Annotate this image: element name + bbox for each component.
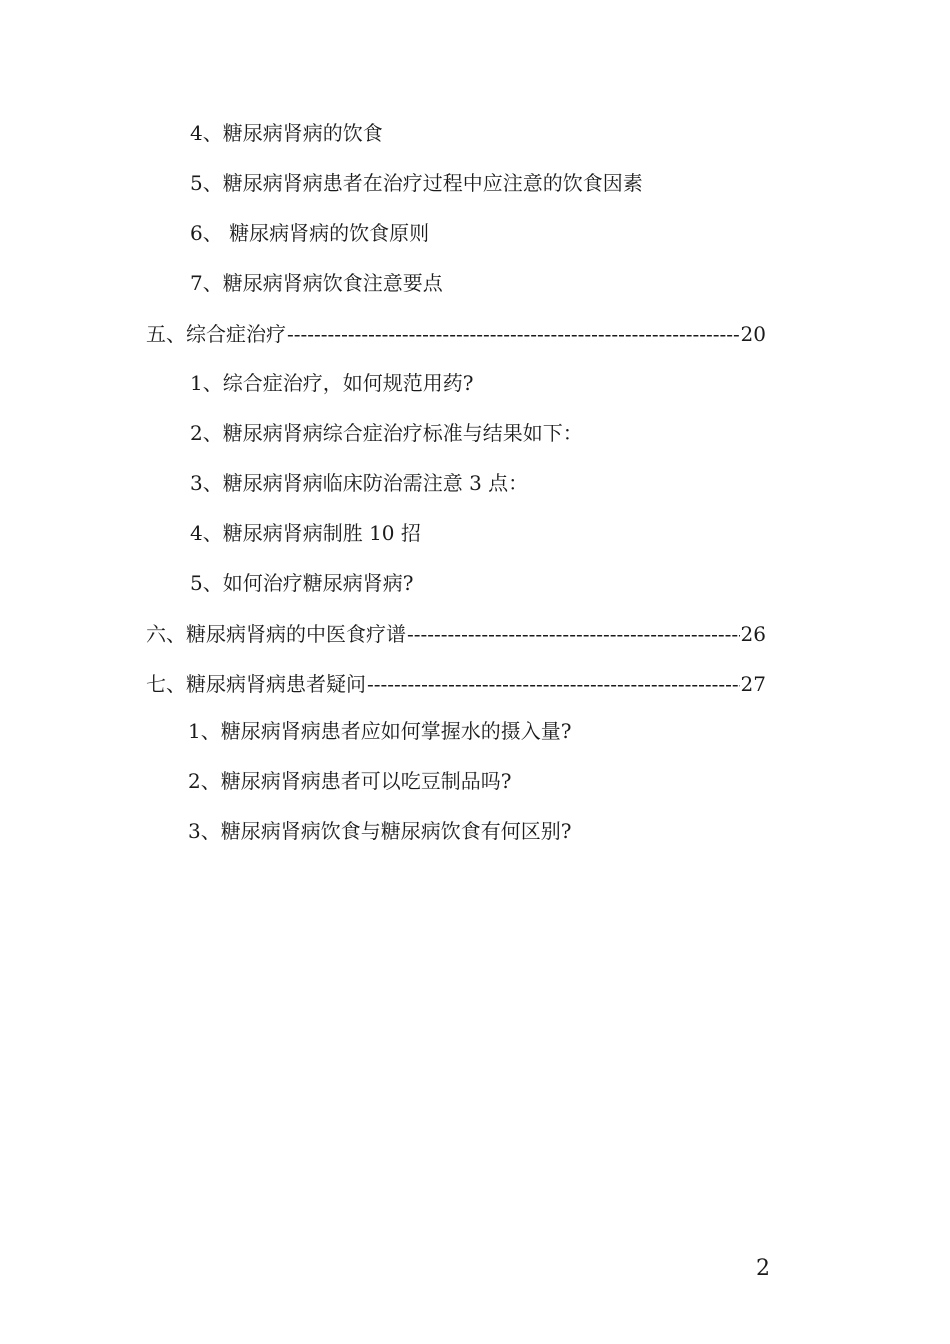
toc-section-title: 五、综合症治疗 xyxy=(146,322,286,346)
toc-section-7 xyxy=(146,672,766,696)
toc-section-5 xyxy=(146,322,766,346)
toc-entry: 1、综合症治疗，如何规范用药? xyxy=(190,371,474,395)
toc-entry: 3、糖尿病肾病临床防治需注意 3 点： xyxy=(190,471,529,495)
toc-section-6 xyxy=(146,622,766,646)
toc-entry: 7、糖尿病肾病饮食注意要点 xyxy=(190,271,443,295)
toc-section-title: 七、糖尿病肾病患者疑问 xyxy=(146,672,366,696)
toc-entry: 4、糖尿病肾病制胜 10 招 xyxy=(190,521,421,545)
toc-dot-leader xyxy=(287,322,740,346)
toc-dot-leader xyxy=(367,672,740,696)
toc-section-page: 20 xyxy=(740,322,766,346)
toc-entry: 5、糖尿病肾病患者在治疗过程中应注意的饮食因素 xyxy=(190,171,643,195)
toc-entry: 6、 糖尿病肾病的饮食原则 xyxy=(190,221,430,245)
page-number: 2 xyxy=(756,1256,770,1281)
toc-entry: 1、糖尿病肾病患者应如何掌握水的摄入量? xyxy=(188,719,572,743)
toc-section-page: 27 xyxy=(740,672,766,696)
toc-entry: 2、糖尿病肾病患者可以吃豆制品吗? xyxy=(188,769,512,793)
toc-section-page: 26 xyxy=(740,622,766,646)
toc-dot-leader xyxy=(407,622,740,646)
toc-entry: 5、如何治疗糖尿病肾病? xyxy=(190,571,414,595)
toc-entry: 2、糖尿病肾病综合症治疗标准与结果如下： xyxy=(190,421,583,445)
toc-section-title: 六、糖尿病肾病的中医食疗谱 xyxy=(146,622,406,646)
toc-entry: 3、糖尿病肾病饮食与糖尿病饮食有何区别? xyxy=(188,819,572,843)
toc-entry: 4、糖尿病肾病的饮食 xyxy=(190,121,383,145)
